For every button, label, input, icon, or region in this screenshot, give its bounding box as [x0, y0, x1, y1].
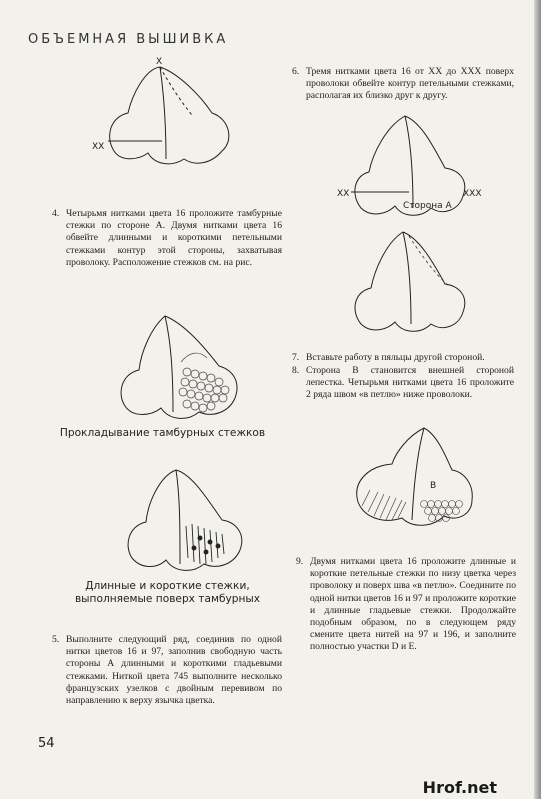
caption-chain: Прокладывание тамбурных стежков	[59, 427, 266, 439]
caption-long-short	[55, 580, 280, 606]
page-header: ОБЪЕМНАЯ ВЫШИВКА	[28, 32, 229, 47]
petal-figure-3	[345, 228, 475, 336]
petal-figure-side-b	[348, 420, 478, 528]
page-edge	[534, 0, 541, 799]
petal-figure-1	[92, 55, 240, 170]
label-xxx: XXX	[463, 189, 482, 199]
step-5: 5. Выполните следующий ряд, соединив по одной нитки цветов 16 и 97, заполнив свободную часть стороны А длинными и короткими гладьевыми стежками. Ниткой цвета 745 выполните несколько французских узелков с двойным перевивом по направлению к верху язычка цветка.	[52, 634, 282, 707]
caption-line-1: Длинные и короткие стежки,	[85, 580, 250, 592]
label-xx-2: XX	[337, 189, 350, 199]
label-b: B	[430, 481, 437, 491]
label-x: X	[156, 57, 163, 67]
label-side-a: Сторона А	[403, 201, 452, 211]
petal-figure-side-a	[337, 112, 482, 220]
step-7: 7. Вставьте работу в пяльцы другой стороной.	[292, 352, 485, 363]
step-4: 4. Четырьмя нитками цвета 16 проложите тамбурные стежки по стороне А. Двумя нитками цвета 16 обвейте длинными и короткими петельными стежками контур этой стороны, захватывая проволоку. Расположение стежков см. на рис.	[52, 208, 282, 268]
caption-line-2: выполняемые поверх тамбурных	[74, 593, 261, 605]
page-number: 54	[38, 736, 55, 751]
petal-figure-chain	[115, 312, 245, 424]
watermark: Hrof.net	[419, 778, 501, 797]
label-xx: XX	[92, 142, 105, 152]
step-9: 9. Двумя нитками цвета 16 проложите длинные и короткие петельные стежки по низу цветка через проволоку и поверх шва «в петлю». Соедините по одной нитки цветов 16 и 97 и проложите короткие и длинные гладьевые стежки. Продолжайте подобным образом, по в следующем ряду смените цвета нитей на 97 и 196, и заполните полностью участки D и E.	[296, 556, 516, 653]
petal-figure-long-short	[120, 466, 250, 576]
step-6: 6. Тремя нитками цвета 16 от XX до XXX поверх проволоки обвейте контур петельными стежками, располагая их близко друг к другу.	[292, 66, 514, 102]
step-8: 8. Сторона В становится внешней стороной лепестка. Четырьмя нитками цвета 16 проложите 2 ряда швом «в петлю» ниже проволоки.	[292, 365, 514, 401]
